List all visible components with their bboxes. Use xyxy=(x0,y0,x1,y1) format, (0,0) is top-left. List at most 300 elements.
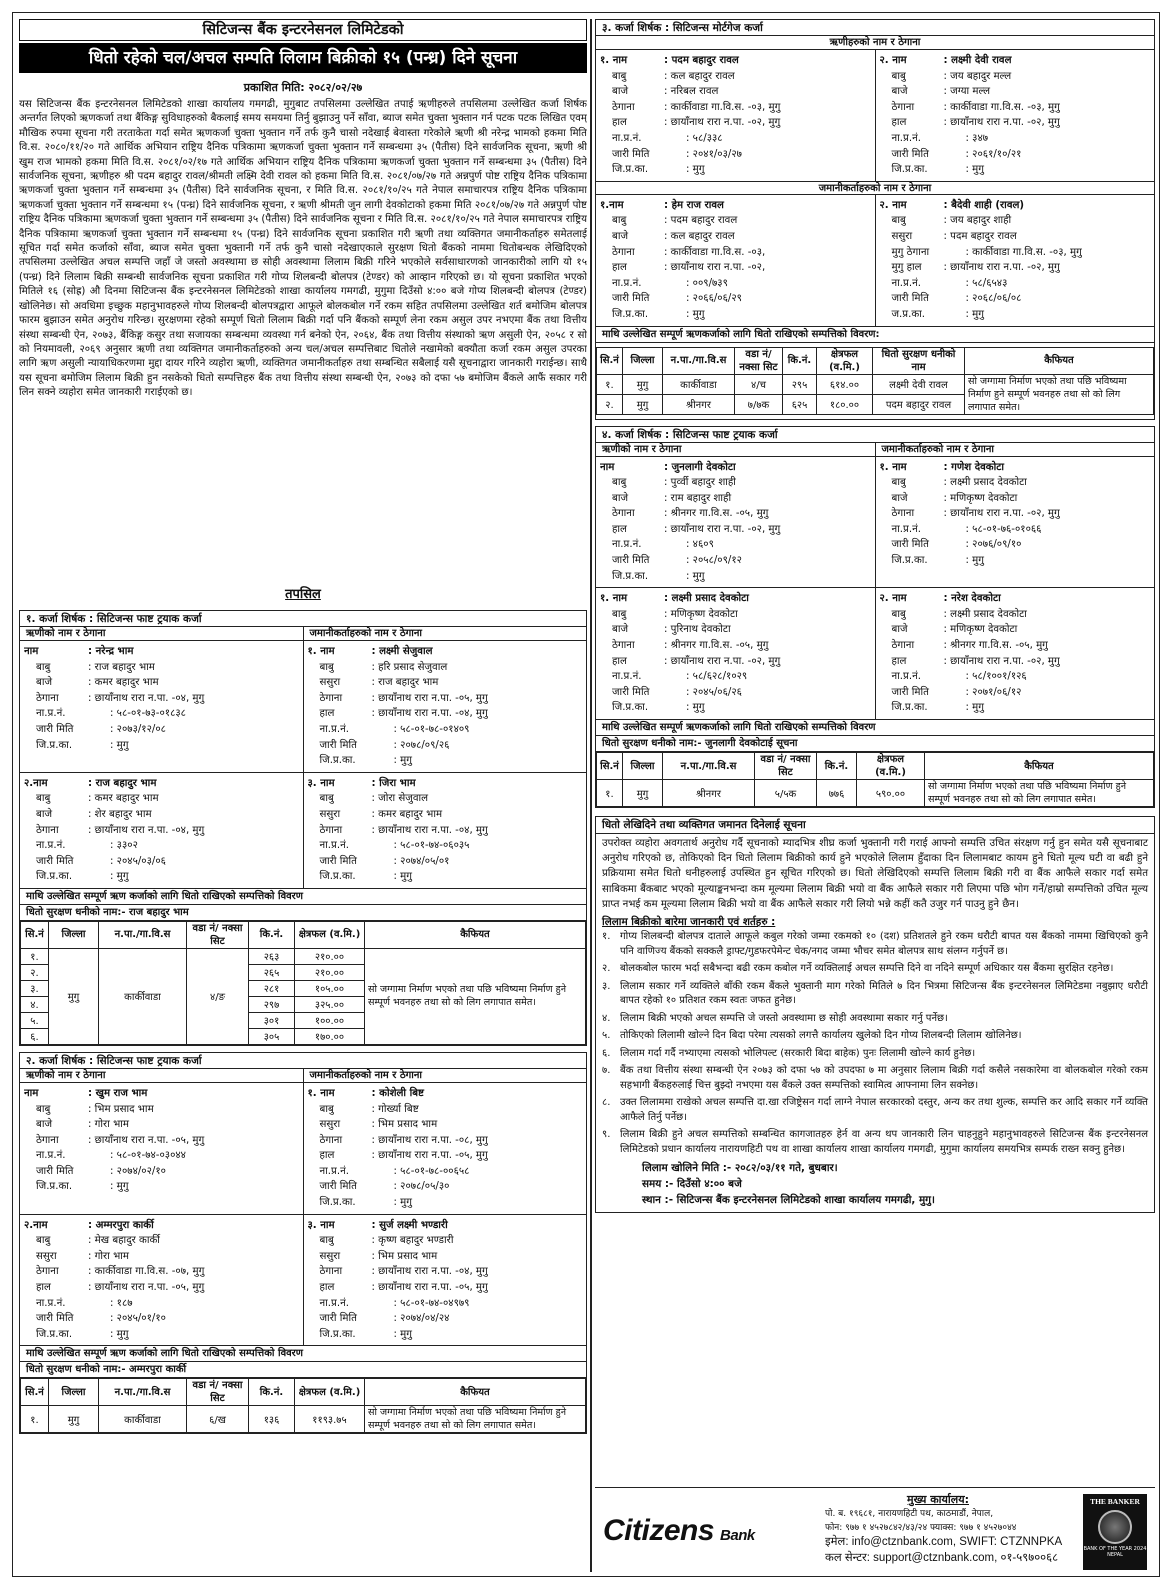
condition-text: लिलाम बिक्री हुने अचल सम्पत्तिको सम्बन्धित कागजातहरु हेर्न वा अन्य थप जानकारी लिन चाहनुहुने महानुभावहरुले सिटिजन्स बैंक इन्टरनेसनल लिमिटेडको प्रधान कार्यालय नारायणहिटी पथ वा शाखा कार्यालय शाखा कार्यालय गमगढी, मुगुमा कार्यालय समयभित्र सम्पर्क राख्न सक्नु हुनेछ। xyxy=(620,1129,1148,1155)
record-field-row xyxy=(24,1102,303,1118)
field-label: हाल xyxy=(319,1282,335,1294)
borrower-header: ऋणीको नाम र ठेगाना xyxy=(20,627,303,641)
guarantor-header: जमानीकर्ताहरुको नाम र ठेगाना xyxy=(304,1069,587,1083)
field-label: बाजे xyxy=(612,230,629,242)
table-cell: मुगु xyxy=(49,948,99,1044)
field-label: १. नाम xyxy=(307,646,335,657)
field-value: : २०६१/१०/२१ xyxy=(965,148,1022,160)
col-ward: वडा नं/ नक्सा सिट xyxy=(187,1379,249,1406)
condition-item xyxy=(596,1096,1154,1128)
record-field-row xyxy=(24,791,303,807)
record-name-row xyxy=(308,644,587,660)
field-value: : ५८-०१-७३-०१८३८ xyxy=(110,708,186,720)
field-label: ना.प्र.नं. xyxy=(612,277,642,289)
field-label: बाबु xyxy=(36,1103,51,1115)
field-label: बाबु xyxy=(36,661,51,673)
table-cell: लक्ष्मी देवी रावल xyxy=(873,374,965,394)
field-label: ठेगाना xyxy=(36,1134,59,1146)
field-value: : छायाँनाथ रारा न.पा. -०४, मुगु xyxy=(371,824,488,836)
guarantor-header: जमानीकर्ताहरुको नाम र ठेगाना xyxy=(304,627,587,641)
right-column xyxy=(595,19,1155,1572)
field-value: : मुगु xyxy=(686,570,705,582)
field-label: जि.प्र.का. xyxy=(891,164,928,176)
borrower-record xyxy=(20,641,303,756)
property-title: माथि उल्लेखित सम्पूर्ण ऋण कर्जाको लागि धितो राखिएको सम्पत्तिको विवरण xyxy=(20,1346,586,1362)
field-value: : २०५८/०९/१२ xyxy=(686,555,742,567)
record-field-row xyxy=(308,1249,587,1265)
field-value: : भिम प्रसाद भाम xyxy=(371,1250,438,1262)
table-cell: ५. xyxy=(21,1012,49,1028)
table-cell: १०५.०० xyxy=(295,980,365,996)
loan-section-2 xyxy=(19,1052,587,1435)
borrower-record xyxy=(596,457,875,588)
record-field-row xyxy=(600,260,875,276)
field-label: ठेगाना xyxy=(612,508,635,520)
record-field-row xyxy=(880,506,1155,522)
field-value: : नरेश देवकोटा xyxy=(943,593,1001,605)
record-field-row xyxy=(880,147,1155,163)
field-value: : कमर बहादुर भाम xyxy=(371,808,443,820)
field-label: ना.प्र.नं. xyxy=(612,132,642,144)
field-value: : २०४१/०३/२७ xyxy=(686,148,742,160)
conditions-section xyxy=(595,816,1155,1213)
field-label: मुगु हाल xyxy=(891,262,922,274)
condition-item xyxy=(596,930,1154,962)
field-label: जारी मिति xyxy=(612,686,650,698)
field-label: ठेगाना xyxy=(319,1266,343,1278)
borrower-header: ऋणीको नाम र ठेगाना xyxy=(20,1069,303,1083)
guarantor-record xyxy=(304,773,587,888)
owner-name: धितो सुरक्षण धनीको नाम:- राज बहादुर भाम xyxy=(20,905,586,921)
record-name-row xyxy=(880,53,1155,69)
record-field-row xyxy=(880,491,1155,507)
field-label: हाल xyxy=(319,1150,335,1162)
record-field-row xyxy=(880,245,1155,261)
field-value: : मुगु xyxy=(110,739,129,751)
record-field-row xyxy=(24,738,303,754)
record-field-row xyxy=(880,84,1155,100)
condition-number: ७. xyxy=(602,1065,611,1077)
record-field-row xyxy=(308,1102,587,1118)
owner-name: धितो सुरक्षण धनीको नाम:- जुनलागी देवकोटाई सूचना xyxy=(596,736,1154,752)
col-municipality: न.पा./गा.वि.स xyxy=(99,1379,187,1406)
record-field-row xyxy=(308,1195,587,1211)
record-name-row xyxy=(880,591,1155,607)
table-cell: २१०.०० xyxy=(295,964,365,980)
record-field-row xyxy=(600,213,875,229)
field-label: ना.प्र.नं. xyxy=(319,1297,349,1309)
table-cell: १००.०० xyxy=(295,1012,365,1028)
field-label: बाबु xyxy=(319,793,334,805)
field-value: : मुगु xyxy=(110,1181,129,1193)
col-remarks: कैफियत xyxy=(925,753,1154,780)
field-value: : २०४५/०६/२६ xyxy=(686,686,742,698)
record-field-row xyxy=(308,838,587,854)
remarks-cell: सो जग्गामा निर्माण भएको तथा पछि भविष्यमा निर्माण हुने सम्पूर्ण भवनहरु तथा सो को लिग लगापात समेत। xyxy=(965,374,1154,414)
field-value: : पदम बहादुर रावल xyxy=(664,215,738,227)
record-field-row xyxy=(308,1264,587,1280)
award-badge xyxy=(1083,1494,1147,1570)
field-value: : पुर्व्वी बहादुर शाही xyxy=(664,477,736,489)
field-value: : कार्कीवाडा गा.वि.स. -०३, मुगु xyxy=(965,246,1082,258)
field-value: : छायाँनाथ रारा न.पा. -०२, मुगु xyxy=(943,262,1060,274)
col-remarks: कैफियत xyxy=(365,921,586,948)
field-value: : राज बहादुर भाम xyxy=(371,677,439,689)
field-value: : मणिकृष्ण देवकोटा xyxy=(943,492,1018,504)
logo-sub: Bank xyxy=(720,1527,755,1544)
guarantor-record xyxy=(876,457,1155,572)
guarantor-record xyxy=(876,588,1155,719)
table-cell: १. xyxy=(597,780,623,807)
field-label: ससुरा xyxy=(319,808,341,820)
field-value: : कोशेली बिष्ट xyxy=(371,1087,425,1099)
field-value: : २०७३/१२/०८ xyxy=(110,723,166,735)
field-label: ठेगाना xyxy=(36,824,59,836)
field-label: ठेगाना xyxy=(612,101,635,113)
table-cell: २६३ xyxy=(249,948,295,964)
record-field-row xyxy=(308,807,587,823)
field-value: : नरेन्द्र भाम xyxy=(88,646,134,657)
field-value: : मुगु xyxy=(393,871,412,883)
field-value: : लक्ष्मी सेजुवाल xyxy=(371,646,433,657)
field-label: जि.प्र.का. xyxy=(612,702,649,714)
record-field-row xyxy=(880,669,1155,685)
field-value: : छायाँनाथ रारा न.पा. -०५, मुगु xyxy=(371,1282,488,1294)
field-label: बाबु xyxy=(891,608,906,620)
condition-text: बैंक तथा वित्तीय संस्था सम्बन्धी ऐन २०७३ को दफा ५७ को उपदफा ७ मा अनुसार लिलाम बिक्री गर्दा कसैले नसकारेमा वा बोलकबोल गरेको रकम सहभागी बैंकहरुलाई चित्त बुझ्दो नभएमा यस बैंकले उक्त सम्पत्तिको स्वामित्व आफ्नामा लिन सक्नेछ। xyxy=(620,1065,1148,1091)
field-label: बाजे xyxy=(891,86,908,98)
field-value: : २०७८/०५/३० xyxy=(393,1181,450,1193)
field-label: जि.प्र.का. xyxy=(891,555,928,567)
field-value: : ५८/६५४३ xyxy=(965,277,1008,289)
field-value: : मुगु xyxy=(686,308,705,320)
record-field-row xyxy=(880,307,1155,323)
field-label: जि.प्र.का. xyxy=(36,871,73,883)
condition-number: ६. xyxy=(602,1047,611,1059)
field-value: : २०७८/०९/२६ xyxy=(393,739,450,751)
table-cell: मुगु xyxy=(49,1406,99,1433)
record-field-row xyxy=(600,229,875,245)
condition-text: बोलकबोल फारम भर्दा सबैभन्दा बढी रकम कबोल गर्ने व्यक्तिलाई अचल सम्पत्ति दिने वा नदिने सम्पूर्ण अधिकार यस बैंकमा सुरक्षित रहनेछ। xyxy=(620,963,1114,975)
field-label: बाजे xyxy=(612,492,629,504)
field-label: जारी मिति xyxy=(891,539,929,551)
table-cell: १. xyxy=(21,948,49,964)
field-label: ना.प्र.नं. xyxy=(36,840,66,852)
field-label: बाबु xyxy=(319,1103,334,1115)
field-value: : श्रीनगर गा.वि.स. -०५, मुगु xyxy=(664,640,769,652)
record-field-row xyxy=(880,115,1155,131)
col-owner: धितो सुरक्षण धनीको नाम xyxy=(873,347,965,374)
field-value: : गणेश देवकोटा xyxy=(943,461,1005,473)
loan-section-4 xyxy=(595,426,1155,809)
record-name-row xyxy=(600,460,875,476)
record-field-row xyxy=(308,1233,587,1249)
field-value: : ५८/३३८ xyxy=(686,132,723,144)
col-sn: सि.नं xyxy=(21,921,49,948)
col-area: क्षेत्रफल (व.मि.) xyxy=(817,347,873,374)
notice-title: धितो रहेको चल/अचल सम्पति लिलाम बिक्रीको १५ (पन्ध्र) दिने सूचना xyxy=(19,43,587,73)
record-field-row xyxy=(308,1327,587,1343)
field-value: : मुगु xyxy=(965,555,984,567)
field-label: ना.प्र.नं. xyxy=(319,840,349,852)
record-field-row xyxy=(880,638,1155,654)
field-value: : छायाँनाथ रारा न.पा. -०२, मुगु xyxy=(943,655,1060,667)
record-field-row xyxy=(308,823,587,839)
guarantor-record xyxy=(304,1083,587,1214)
col-district: जिल्ला xyxy=(623,347,663,374)
table-cell: ३. xyxy=(21,980,49,996)
borrower-record xyxy=(596,50,875,181)
field-label: जारी मिति xyxy=(319,739,357,751)
field-value: : मुगु xyxy=(686,164,705,176)
field-value: : जिरा भाम xyxy=(371,777,416,789)
record-name-row xyxy=(880,460,1155,476)
field-label: ठेगाना xyxy=(612,640,635,652)
record-field-row xyxy=(308,660,587,676)
table-cell: ६. xyxy=(21,1028,49,1044)
field-label: बाबु xyxy=(891,477,906,489)
record-field-row xyxy=(24,1296,303,1312)
field-label: हाल xyxy=(891,117,907,129)
field-value: : मुगु xyxy=(110,871,129,883)
field-label: बाजे xyxy=(891,492,908,504)
record-name-row xyxy=(24,644,303,660)
record-field-row xyxy=(24,1311,303,1327)
col-ward: वडा नं/ नक्सा सिट xyxy=(755,753,817,780)
field-label: मुगु ठेगाना xyxy=(891,246,930,258)
loan-section-3 xyxy=(595,19,1155,420)
field-value: : भिम प्रसाद भाम xyxy=(371,1119,438,1131)
field-value: : २०६६/०६/२९ xyxy=(686,293,742,305)
field-label: जि.प्र.का. xyxy=(36,739,73,751)
field-value: : राज बहादुर भाम xyxy=(88,661,155,673)
condition-number: १. xyxy=(602,931,611,943)
field-value: : छायाँनाथ रारा न.पा. -०४, मुगु xyxy=(88,692,205,704)
field-value: : कार्कीवाडा गा.वि.स. -०३, मुगु xyxy=(664,101,781,113)
record-field-row xyxy=(308,706,587,722)
record-field-row xyxy=(308,1148,587,1164)
condition-number: ४. xyxy=(602,1012,611,1024)
record-field-row xyxy=(308,753,587,769)
record-field-row xyxy=(308,722,587,738)
field-value: : छायाँनाथ रारा न.पा. -०५, मुगु xyxy=(88,1282,205,1294)
field-label: बाजे xyxy=(891,624,908,636)
column-divider xyxy=(590,19,592,1572)
field-value: : कल बहादुर रावल xyxy=(664,70,735,82)
field-label: हाल xyxy=(36,1282,51,1294)
record-field-row xyxy=(880,69,1155,85)
field-label: जारी मिति xyxy=(891,686,929,698)
field-label: बाजे xyxy=(612,624,629,636)
field-label: ना.प्र.नं. xyxy=(612,671,642,683)
record-field-row xyxy=(880,553,1155,569)
record-field-row xyxy=(880,685,1155,701)
record-field-row xyxy=(880,475,1155,491)
record-field-row xyxy=(880,700,1155,716)
col-kitta: कि.नं. xyxy=(249,1379,295,1406)
table-cell: कार्कीवाडा xyxy=(99,948,187,1044)
record-field-row xyxy=(600,700,875,716)
remarks-cell: सो जग्गामा निर्माण भएको तथा पछि भविष्यमा निर्माण हुने सम्पूर्ण भवनहरु तथा सो को लिग लगापात समेत। xyxy=(925,780,1154,807)
field-value: : ५८-०१-७४-०३०४४ xyxy=(110,1150,186,1162)
property-title: माथि उल्लेखित सम्पूर्ण ऋणकर्जाको लागि धितो राखिएको सम्पत्तिको विवरण: xyxy=(596,327,1154,343)
condition-item xyxy=(596,1128,1154,1160)
record-field-row xyxy=(880,537,1155,553)
field-value: : जग्या मल्ल xyxy=(943,86,990,98)
record-field-row xyxy=(600,685,875,701)
field-label: हाल xyxy=(612,523,627,535)
field-value: : मणिकृष्ण देवकोटा xyxy=(664,608,738,620)
field-label: ठेगाना xyxy=(36,692,59,704)
field-label: नाम xyxy=(600,461,615,473)
col-area: क्षेत्रफल (व.मि.) xyxy=(857,753,925,780)
guarantor-notice-text: उपरोक्त व्यहोरा अवगतार्थ अनुरोध गर्दै सूचनाको म्यादभित्र शीघ्र कर्जा भुक्तानी गरी गराई आफ्नो सम्पत्ति उचित संरक्षण गर्नु हुन समेत यसै सूचनाबाट अनुरोध गरिएको छ, तोकिएको दिन धितो लिलाम बिक्रीको कार्य हुने भएकोले लिलाम हुँदाका दिन लिलामबाट कायम हुने धितो मूल्य घटी वा बढी हुने प्रक्रियामा समेत धितो धनीहरुलाई उपस्थित हुन सूचित गरिएको छ। धितो लेखिदिएको सम्पत्ति लिलाम बिक्री गरी वा बैंक आफैले सकार गर्दा समेत साबिकमा बैंकबाट भएको मूल्याङ्कनभन्दा कम मूल्यमा लिलाम बिक्री भयो वा बैंक आफैले सकार गरी लिएमा पछि भोग गर्ने/हाम्रो सम्पत्तिको उचित मूल्य प्राप्त नभई कम मूल्यमा लिलाम बिक्री भयो वा बैंक आफैले सकार गरी लियो भन्ने कहीं कतै उजुर गर्न पाउनु हुने छैन। xyxy=(602,838,1148,910)
borrowers-header: ऋणीहरुको नाम र ठेगाना xyxy=(596,36,1154,50)
field-label: ३. नाम xyxy=(307,1219,335,1231)
field-label: ना.प्र.नं. xyxy=(891,671,921,683)
record-name-row xyxy=(24,1086,303,1102)
record-field-row xyxy=(600,245,875,261)
field-value: : लक्ष्मी देवी रावल xyxy=(943,55,1012,66)
table-cell: ४/च xyxy=(735,374,783,394)
guarantor-record xyxy=(876,195,1155,326)
record-name-row xyxy=(308,1218,587,1234)
record-field-row xyxy=(600,162,875,178)
field-label: ना.प्र.नं. xyxy=(36,708,66,720)
table-cell: ६१४.०० xyxy=(817,374,873,394)
field-value: : जोरा सेजुवाल xyxy=(371,793,429,805)
col-ward: वडा नं/ नक्सा सिट xyxy=(735,347,783,374)
field-label: जारी मिति xyxy=(36,1165,74,1177)
record-field-row xyxy=(880,162,1155,178)
record-name-row xyxy=(308,1086,587,1102)
borrower-record xyxy=(876,50,1155,181)
field-label: जि.प्र.का. xyxy=(612,164,649,176)
record-field-row xyxy=(880,100,1155,116)
field-value: : छायाँनाथ रारा न.पा. -०८, मुगु xyxy=(371,1134,488,1146)
field-label: १.नाम xyxy=(600,199,624,211)
field-value: : गोरा भाम xyxy=(88,1119,129,1131)
field-label: ससुरा xyxy=(319,1250,341,1262)
field-label: जारी मिति xyxy=(36,1313,74,1325)
record-field-row xyxy=(600,638,875,654)
record-name-row xyxy=(880,198,1155,214)
record-field-row xyxy=(600,537,875,553)
record-field-row xyxy=(600,100,875,116)
record-field-row xyxy=(600,84,875,100)
col-district: जिल्ला xyxy=(49,921,99,948)
condition-item xyxy=(596,1064,1154,1096)
record-field-row xyxy=(24,1148,303,1164)
field-value: : जय बहादुर शाही xyxy=(943,215,1012,227)
field-value: : २०७१/०६/१२ xyxy=(965,686,1022,698)
field-value: : भिम प्रसाद भाम xyxy=(88,1103,154,1115)
borrower-record xyxy=(20,1083,303,1198)
field-value: : मुगु xyxy=(110,1328,129,1340)
field-label: जि.प्र.का. xyxy=(612,570,649,582)
condition-text: तोकिएको लिलामी खोल्ने दिन बिदा परेमा त्यसको लगत्तै कार्यालय खुलेको दिन गोप्य शिलबन्दी लिलाम खोलिनेछ। xyxy=(620,1030,1022,1042)
left-column xyxy=(19,19,587,1572)
record-field-row xyxy=(600,569,875,585)
field-value: : ५८-०१-७८-००६५८ xyxy=(393,1165,470,1177)
field-value: : मुगु xyxy=(393,1328,412,1340)
record-field-row xyxy=(24,660,303,676)
table-cell: कार्कीवाडा xyxy=(663,374,735,394)
field-label: ससुरा xyxy=(319,1119,341,1131)
field-value: : छायाँनाथ रारा न.पा. -०२, मुगु xyxy=(943,508,1060,520)
field-label: ससुरा xyxy=(319,677,341,689)
field-value: : पदम बहादुर रावल xyxy=(664,55,739,66)
field-label: ठेगाना xyxy=(36,1266,59,1278)
table-cell: ७/७क xyxy=(735,394,783,414)
field-value: : कार्कीवाडा गा.वि.स. -०७, मुगु xyxy=(88,1266,205,1278)
guarantors-header: जमानीकर्ताहरुको नाम र ठेगाना xyxy=(596,181,1154,195)
field-label: ससुरा xyxy=(891,230,913,242)
field-value: : बैदेवी शाही (रावल) xyxy=(943,199,1025,211)
record-field-row xyxy=(600,475,875,491)
field-value: : २०६८/०६/०८ xyxy=(965,293,1022,305)
record-field-row xyxy=(24,1280,303,1296)
field-label: बाजे xyxy=(36,1119,53,1131)
table-cell: मुगु xyxy=(623,374,663,394)
published-date: प्रकाशित मिति: २०८२/०२/२७ xyxy=(243,81,363,94)
record-field-row xyxy=(600,654,875,670)
field-label: हाल xyxy=(612,655,627,667)
record-field-row xyxy=(308,869,587,885)
field-label: बाबु xyxy=(36,793,51,805)
field-value: : २०७४/०२/१० xyxy=(110,1165,166,1177)
table-cell: पदम बहादुर रावल xyxy=(873,394,965,414)
citizens-bank-logo xyxy=(603,1514,755,1548)
col-district: जिल्ला xyxy=(49,1379,99,1406)
col-municipality: न.पा./गा.वि.स xyxy=(663,347,735,374)
field-label: ज.प्र.का. xyxy=(891,308,926,320)
borrower-header: ऋणीको नाम र ठेगाना xyxy=(596,443,875,457)
record-field-row xyxy=(308,1179,587,1195)
field-label: बाबु xyxy=(612,70,627,82)
field-value: : छायाँनाथ रारा न.पा. -०५, मुगु xyxy=(371,692,488,704)
section-title: ४. कर्जा शिर्षक : सिटिजन्स फाष्ट ट्रयाक कर्जा xyxy=(596,427,1154,443)
head-office-label: मुख्य कार्यालय: xyxy=(907,1493,969,1506)
field-label: बाजे xyxy=(36,677,53,689)
col-sn: सि.नं xyxy=(597,753,623,780)
field-value: : मुगु xyxy=(965,702,984,714)
field-value: : ५८-०१-७८-०१४०९ xyxy=(393,723,470,735)
field-label: बाबु xyxy=(891,215,906,227)
section-title: ३. कर्जा शिर्षक : सिटिजन्स मोर्टगेज कर्जा xyxy=(596,20,1154,36)
office-email: इमेल: info@ctznbank.com, SWIFT: CTZNNPKA xyxy=(825,1536,1063,1548)
field-label: ना.प्र.नं. xyxy=(891,132,921,144)
field-value: : सुर्ज लक्ष्मी भण्डारी xyxy=(371,1219,448,1231)
record-field-row xyxy=(600,307,875,323)
field-value: : कार्कीवाडा गा.वि.स. -०३, xyxy=(664,246,766,258)
record-field-row xyxy=(880,260,1155,276)
condition-item xyxy=(596,1012,1154,1030)
field-label: जि.प्र.का. xyxy=(891,702,928,714)
record-field-row xyxy=(880,622,1155,638)
property-table xyxy=(20,921,586,1045)
record-field-row xyxy=(24,1164,303,1180)
field-label: बाजे xyxy=(36,808,53,820)
col-municipality: न.पा./गा.वि.स xyxy=(99,921,187,948)
table-cell: २१०.०० xyxy=(295,948,365,964)
field-label: ना.प्र.नं. xyxy=(36,1150,66,1162)
field-label: १. नाम xyxy=(600,55,628,66)
notice-body: यस सिटिजन्स बैंक इन्टरनेसनल लिमिटेडको शाखा कार्यालय गमगढी, मुगुबाट तपसिलमा उल्लेखित तपाई ऋणीहरुले तपसिलमा उल्लेखित कर्जा शिर्षक अन्तर्गत लिएको ऋणकर्जा तथा बैंकिङ्ग सुविधाहरुको बैकलाई समय समयमा तिर्नु बुझाउनु पर्ने साँवा, ब्याज समेत चुक्ता भुक्तान गर्न पटक पटक लिखित एवम् मौखिक रुपमा सूचना गरी तरताकेता गर्दा समेत ऋणकर्जा चुक्ता भुक्तान गर्ने तर्फ कुनै चासो नदेखाई बेवास्ता गरेकोले ऋणी श्री नरेन्द्र भामको हकमा मिति वि.स. २०८०/११/२० गते आर्थिक अभियान राष्ट्रिय दैनिक पत्रिकामा ऋणकर्जा चुक्ता भुक्तान गर्ने सम्बन्धमा ३५ (पैतीस) दिने सार्वजनिक सूचना, ऋणी श्री खुम राज भामको हकमा मिति वि.स. २०८१/०२/१७ गते आर्थिक अभियान राष्ट्रिय दैनिक पत्रिकामा ऋणकर्जा चुक्ता भुक्तान गर्ने सम्बन्धमा ३५ (पैतीस) दिने सार्वजनिक सूचना, ऋणीहरु श्री पदम बहादुर रावल/श्रीमती लक्ष्मि देवी रावल को हकमा मिति वि.स. २०८१/०७/२७ गते अन्नपुर्ण पोष्ट राष्ट्रिय दैनिक पत्रिकामा ऋणकर्जा चुक्ता भुक्तान गर्ने सम्बन्धमा ३५ (पैतीस) दिने सार्वजनिक सूचना, र मिति वि.स. २०८१/१०/२५ गते नेपाल समाचारपत्र राष्ट्रिय दैनिक पत्रिकामा ऋणकर्जा चुक्ता भुक्तान गर्ने सम्बन्धमा १५ (पन्ध्र) दिने सार्वजनिक सूचना, र ऋणी श्रीमती जुन लागी देवकोटाको हकमा मिति २०८१/०७/२७ गते अन्नपुर्ण पोष्ट राष्ट्रिय दैनिक पत्रिकामा ऋणकर्जा चुक्ता भुक्तान गर्ने सम्बन्धमा ३५ (पैतीस) दिने सार्वजनिक सूचना र मिति वि.स. २०८१/१०/२५ गते नेपाल समाचारपत्र राष्ट्रिय दैनिक पत्रिकामा ऋणकर्जा चुक्ता भुक्तान गर्ने सम्बन्धमा १५ (पन्ध्र) दिने सार्वजनिक सूचना प्रकाशित गरी ऋणी तथा व्यक्तिगत जमानीकर्ताहरु समेतलाई सूचित गर्दा समेत कर्जाको साँवा, ब्याज समेत चुक्ता भुक्तानी गर्ने तर्फ कुनै चासो नदेखाएकाले सुरक्षण धितो बैंकको नाममा धितोबन्धक लेखिदिएको तपसिलमा उल्लेखित अचल सम्पत्ति जहाँ जे जस्तो अवस्थामा छ सोही अवस्थामा लिलाम बिक्री गरिने भएकोले सर्वसाधारणको जानकारीको लागि यो १५ (पन्ध्र) दिने लिलाम बिक्री सम्बन्धी सार्वजनिक सूचना प्रकाशित गरी गोप्य शिलबन्दी बोलपत्र (टेण्डर) को आव्हान गरिएको छ। यो सूचना प्रकाशित भएको मितिले १६ (सोह्र) औ दिनमा सिटिजन्स बैंक इन्टरनेसनल लिमिटेडको शाखा कार्यालय गमगढी, मुगुमा दिउँसो ४:०० बजे गोप्य शिलबन्दी बोलपत्र (टेण्डर) खोलिनेछ। सो अवधिमा इच्छुक महानुभावहरुले गोप्य शिलबन्दी बोलपत्रद्वारा आफूले बोलकबोल गर्ने रकम सहित तपसिलमा उल्लेखित शर्त बमोजिम बोलपत्र फारम बुझाउन समेत अनुरोध गरिन्छ। सुरक्षणमा रहेको सम्पूर्ण धितो लिलाम बिक्री गर्दा पनि बैंकको सम्पूर्ण लेना रकम असुल उपर नभएमा बैंक तथा वित्तीय संस्था सम्बन्धी ऐन, २०७३, बैंकिङ्ग कसुर तथा सजायका सम्बन्धमा व्यवस्था गर्न बनेको ऐन, २०६४, बैंक तथा वित्तीय संस्थाको ऋण असुली ऐन, २०५८ र सो को नियमावली, २०६९ अनुसार ऋणी तथा व्यक्तिगत जमानीकर्ताहरुको अन्य चल/अचल सम्पत्तिबाट धितोले नखामेको बक्यौता कर्जा रकम असुल उपरका लागि ऋण असुली न्यायाधिकरणमा मुद्दा दायर गरिने व्यहोरा ऋणी, व्यक्तिगत जमानीकर्ताहरु तथा सम्बन्धित सबैलाई यसै सूचनाद्वारा जानकारी गराईन्छ। साथै यस सूचना बमोजिम लिलाम बिक्री हुन नसकेको धितो सम्पत्तिहरु बैंक तथा वित्तीय संस्था सम्बन्धी ऐन, २०७३ को दफा ५७ बमोजिम बैंकले आफैं सकार गरी लिन सक्ने व्यहोरा समेत जानकारी गराईएको छ। xyxy=(19,99,587,399)
field-value: : मुगु xyxy=(393,1197,412,1209)
record-field-row xyxy=(600,553,875,569)
field-label: हाल xyxy=(612,262,627,274)
